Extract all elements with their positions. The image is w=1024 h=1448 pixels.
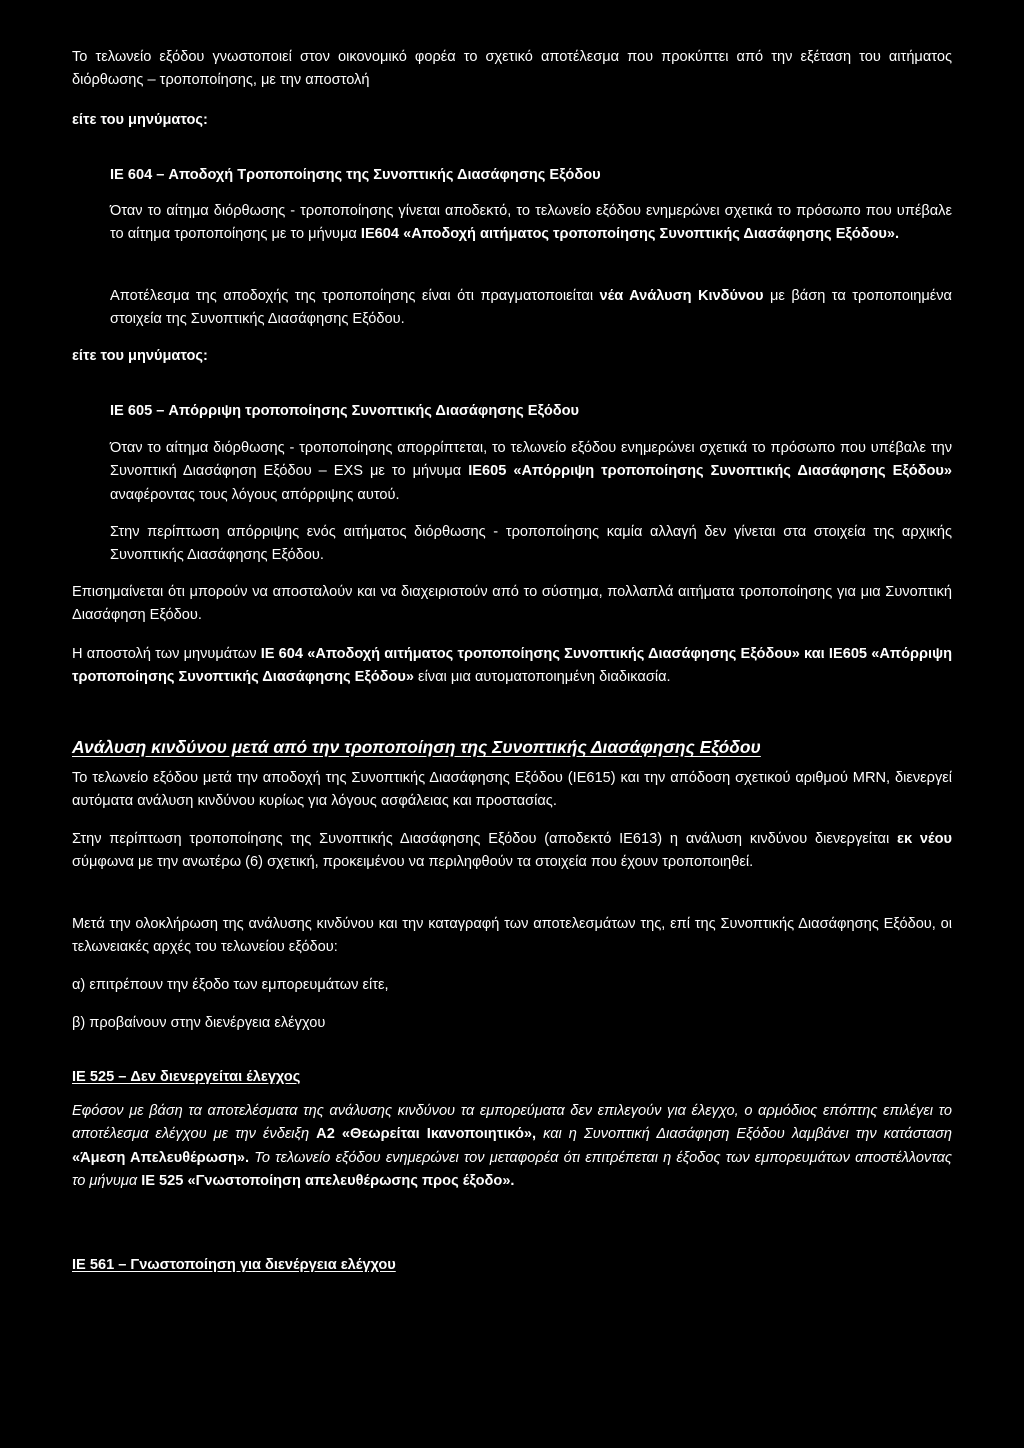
intro-paragraph <box>72 46 952 93</box>
multiple-requests-paragraph <box>72 581 952 628</box>
option-a: α) επιτρέπουν την έξοδο των εμπορευμάτων είτε, <box>72 977 389 993</box>
automation-paragraph <box>72 643 952 690</box>
automation-text-end: είναι μια αυτοματοποιημένη διαδικασία. <box>414 669 671 686</box>
new-risk-analysis: νέα Ανάλυση Κινδύνου <box>599 288 764 304</box>
risk-text-3: Μετά την ολοκλήρωση της ανάλυσης κινδύνου και την καταγραφή των αποτελεσμάτων της, επί της Συνοπτικής Διασάφησης Εξόδου, οι τελωνειακές αρχές του τελωνείου εξόδου: <box>72 916 952 956</box>
option-b: β) προβαίνουν στην διενέργεια ελέγχου <box>72 1015 326 1031</box>
ie525-text-3: Το τελωνείο εξόδου ενημερώνει τον μεταφορέα ότι επιτρέπεται η έξοδος των εμπορευμάτων αποστέλλοντας το μήνυμα <box>72 1149 952 1190</box>
risk-paragraph-2 <box>72 828 952 875</box>
multiple-requests-text: Επισημαίνεται ότι μπορούν να αποσταλούν και να διαχειριστούν από το σύστημα, πολλαπλά αιτήματα τροποποίησης για μια Συνοπτική Διασάφηση Εξόδου. <box>72 584 952 624</box>
risk-text-2-end: σύμφωνα με την ανωτέρω (6) σχετική, προκειμένου να περιληφθούν τα στοιχεία που έχουν τροποποιηθεί. <box>72 854 754 871</box>
ie605-paragraph <box>110 437 952 507</box>
risk-text-1: Το τελωνείο εξόδου μετά την αποδοχή της Συνοπτικής Διασάφησης Εξόδου (IE615) και την απόδοση σχετικού αριθμού MRN, διενεργεί αυτόματα ανάλυση κινδύνου κυρίως για λόγους ασφάλειας και προστασίας. <box>72 770 952 810</box>
anew-emphasis: εκ νέου <box>897 831 953 847</box>
a2-satisfactory: A2 «Θεωρείται Ικανοποιητικό», <box>316 1126 537 1143</box>
rejection-text: Στην περίπτωση απόρριψης ενός αιτήματος διόρθωσης - τροποποίησης καμία αλλαγή δεν γίνεται στα στοιχεία της αρχικής Συνοπτικής Διασάφησης Εξόδου. <box>110 524 952 564</box>
heading-ie525: IE 525 – Δεν διενεργείται έλεγχος <box>72 1069 301 1085</box>
ie604-paragraph <box>110 200 952 247</box>
result-paragraph <box>110 285 952 332</box>
result-text-end: με βάση τα τροποποιημένα στοιχεία της Συνοπτικής Διασάφησης Εξόδου. <box>110 288 952 328</box>
section-title: Ανάλυση κινδύνου μετά από την τροποποίηση της Συνοπτικής Διασάφησης Εξόδου <box>72 737 761 757</box>
either-message-label-1: είτε του μηνύματος: <box>72 112 208 128</box>
ie605-text-end: αναφέροντας τους λόγους απόρριψης αυτού. <box>110 486 400 503</box>
intro-text: Το τελωνείο εξόδου γνωστοποιεί στον οικονομικό φορέα το σχετικό αποτέλεσμα που προκύπτει από την εξέταση του αιτήματος διόρθωσης – τροποποίησης, με την αποστολή <box>72 49 952 89</box>
rejection-paragraph <box>110 521 952 568</box>
heading-ie561: IE 561 – Γνωστοποίηση για διενέργεια ελέγχου <box>72 1257 396 1273</box>
automation-messages: IE 604 «Αποδοχή αιτήματος τροποποίησης Συνοπτικής Διασάφησης Εξόδου» και IE605 «Απόρριψη τροποποίησης Συνοπτικής Διασάφησης Εξόδου» <box>72 646 953 686</box>
ie604-message-name: IE604 «Αποδοχή αιτήματος τροποποίησης Συνοπτικής Διασάφησης Εξόδου». <box>360 226 900 243</box>
risk-paragraph-1 <box>72 767 952 814</box>
automation-text: Η αποστολή των μηνυμάτων <box>72 646 261 662</box>
either-message-label-2: είτε του μηνύματος: <box>72 348 208 364</box>
heading-ie605: IE 605 – Απόρριψη τροποποίησης Συνοπτικής Διασάφησης Εξόδου <box>110 403 580 419</box>
ie605-message-name: IE605 «Απόρριψη τροποποίησης Συνοπτικής Διασάφησης Εξόδου» <box>468 463 952 480</box>
result-text: Αποτέλεσμα της αποδοχής της τροποποίησης είναι ότι πραγματοποιείται <box>110 288 600 304</box>
risk-paragraph-3 <box>72 913 952 960</box>
ie605-text: Όταν το αίτημα διόρθωσης - τροποποίησης απορρίπτεται, το τελωνείο εξόδου ενημερώνει σχετικά το πρόσωπο που υπέβαλε την Συνοπτική Διασάφηση Εξόδου – EXS με το μήνυμα <box>110 440 952 480</box>
heading-ie604: IE 604 – Αποδοχή Τροποποίησης της Συνοπτικής Διασάφησης Εξόδου <box>110 167 601 183</box>
ie525-text-2: και η Συνοπτική Διασάφηση Εξόδου λαμβάνει την κατάσταση <box>536 1126 952 1143</box>
ie525-message-name: IE 525 «Γνωστοποίηση απελευθέρωσης προς έξοδο». <box>141 1173 515 1190</box>
risk-text-2: Στην περίπτωση τροποποίησης της Συνοπτικής Διασάφησης Εξόδου (αποδεκτό IE613) η ανάλυση κινδύνου διενεργείται <box>72 831 898 847</box>
ie525-text: Εφόσον με βάση τα αποτελέσματα της ανάλυσης κινδύνου τα εμπορεύματα δεν επιλεγούν για έλεγχο, ο αρμόδιος επόπτης επιλέγει το αποτέλεσμα ελέγχου με την ένδειξη <box>72 1103 952 1143</box>
ie604-text: Όταν το αίτημα διόρθωσης - τροποποίησης γίνεται αποδεκτό, το τελωνείο εξόδου ενημερώνει σχετικά το πρόσωπο που υπέβαλε το αίτημα τροποποίησης με το μήνυμα <box>110 203 952 243</box>
immediate-release: «Άμεση Απελευθέρωση». <box>72 1149 250 1166</box>
ie525-paragraph <box>72 1100 952 1193</box>
